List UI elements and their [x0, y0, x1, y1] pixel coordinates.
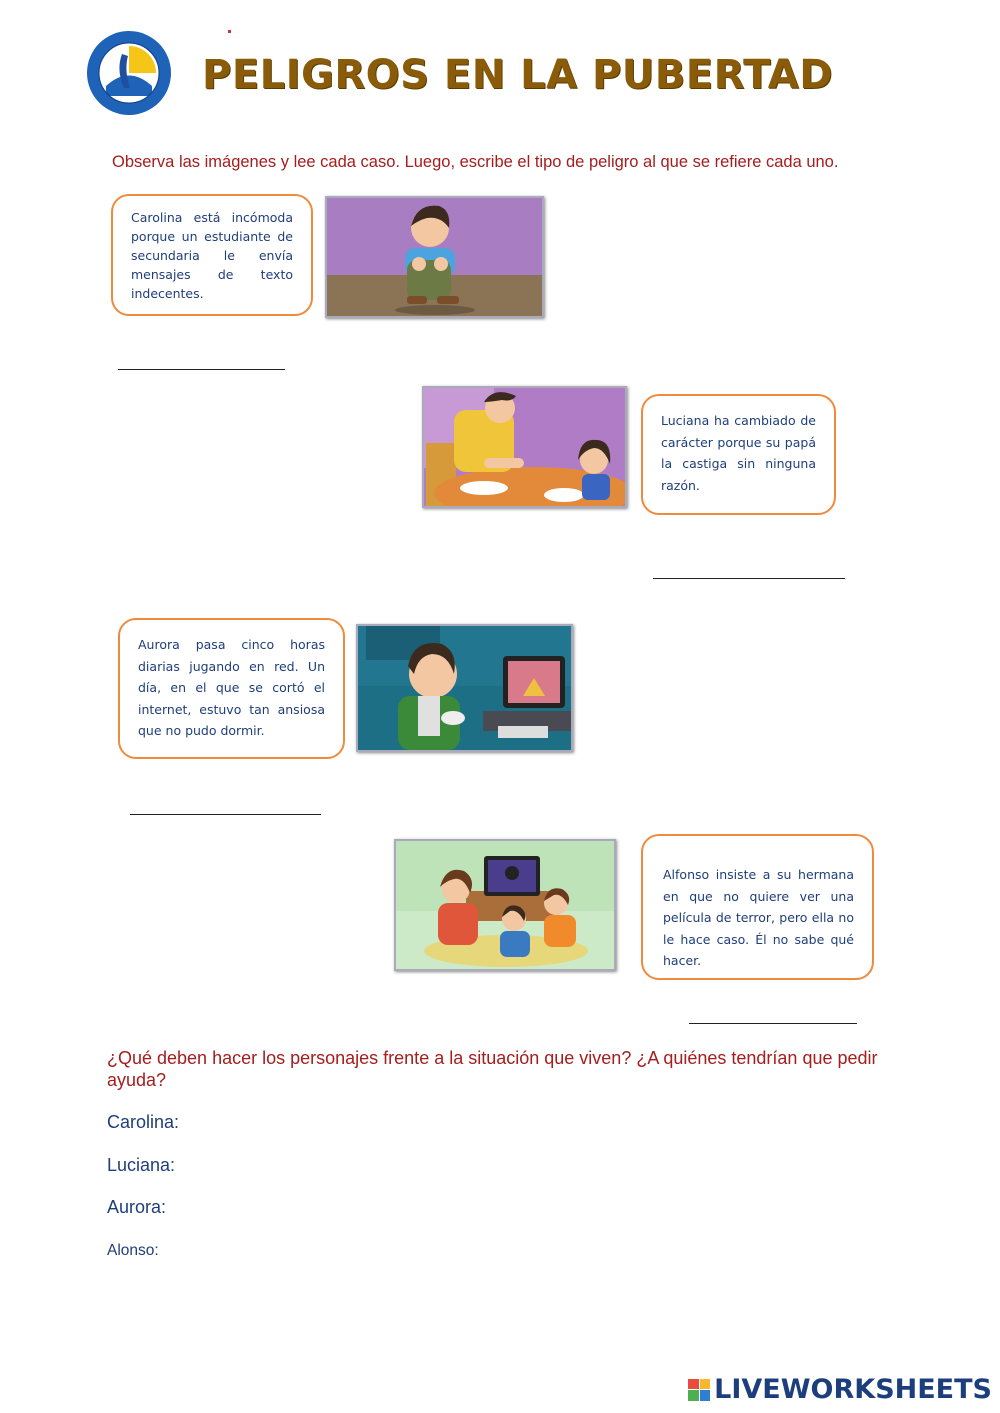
case-text: Carolina está incómoda porque un estudiante de secundaria le envía mensajes de texto indecentes.	[131, 210, 293, 301]
answer-line-1[interactable]	[118, 369, 285, 370]
case-text: Alfonso insiste a su hermana en que no quiere ver una película de terror, pero ella no le hace caso. Él no sabe qué hacer.	[663, 867, 854, 968]
answer-label-carolina: Carolina:	[107, 1112, 180, 1132]
question-text: ¿Qué deben hacer los personajes frente a la situación que viven? ¿A quiénes tendrían que pedir ayuda?	[107, 1048, 878, 1090]
answer-label-alonso: Alonso:	[107, 1242, 159, 1259]
case-card-alfonso	[641, 834, 874, 980]
case-image-aurora	[356, 624, 573, 752]
liveworksheets-icon	[688, 1379, 710, 1401]
case-image-carolina	[325, 196, 544, 318]
instructions-text: Observa las imágenes y lee cada caso. Luego, escribe el tipo de peligro al que se refiere cada uno.	[112, 153, 839, 171]
case-card-aurora	[118, 618, 345, 759]
decorative-dot	[228, 30, 231, 33]
liveworksheets-logo	[688, 1374, 992, 1405]
case-card-luciana	[641, 394, 836, 515]
answer-label-luciana: Luciana:	[107, 1155, 176, 1175]
page-title: PELIGROS EN LA PUBERTAD	[202, 52, 833, 98]
answer-line-3[interactable]	[130, 814, 321, 815]
case-card-carolina	[111, 194, 313, 316]
case-text: Luciana ha cambiado de carácter porque su papá la castiga sin ninguna razón.	[661, 413, 816, 493]
case-image-luciana	[422, 386, 627, 508]
answer-line-2[interactable]	[653, 578, 845, 579]
case-text: Aurora pasa cinco horas diarias jugando en red. Un día, en el que se cortó el internet, estuvo tan ansiosa que no pudo dormir.	[138, 637, 325, 738]
case-image-alfonso	[394, 839, 616, 971]
liveworksheets-brand: LIVEWORKSHEETS	[714, 1374, 992, 1405]
school-logo	[86, 30, 172, 116]
answer-label-aurora: Aurora:	[107, 1197, 167, 1217]
answer-line-4[interactable]	[689, 1023, 857, 1024]
